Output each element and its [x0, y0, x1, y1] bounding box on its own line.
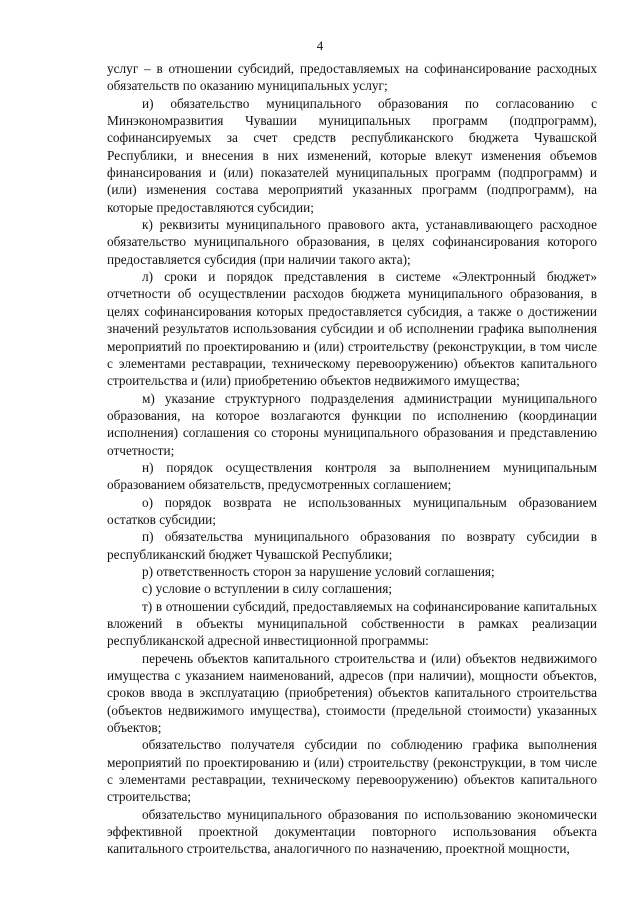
paragraph: л) сроки и порядок представления в системе «Электронный бюджет» отчетности об осуществлении расходов бюджета муниципального образования, в целях софинансирования которых предоставляется субсидия, а также о достижении значений результатов использования субсидии и об исполнении графика выполнения мероприятий по проектированию и (или) строительству (реконструкции, в том числе с элементами реставрации, техническому перевооружению) объектов капитального строительства и (или) приобретению объектов недвижимого имущества;	[107, 269, 597, 389]
paragraph: о) порядок возврата не использованных муниципальным образованием остатков субсидии;	[107, 494, 597, 527]
paragraph: к) реквизиты муниципального правового акта, устанавливающего расходное обязательство муниципального образования, в целях софинансирования которого предоставляется субсидия (при наличии такого акта);	[107, 217, 597, 267]
paragraph: услуг – в отношении субсидий, предоставляемых на софинансирование расходных обязательств по оказанию муниципальных услуг;	[107, 61, 597, 94]
paragraph: обязательство муниципального образования по использованию экономически эффективной проектной документации повторного использования объекта капитального строительства, аналогичного по назначению, проектной мощности,	[107, 806, 597, 857]
paragraph: н) порядок осуществления контроля за выполнением муниципальным образованием обязательств, предусмотренных соглашением;	[107, 459, 597, 493]
paragraph: обязательство получателя субсидии по соблюдению графика выполнения мероприятий по проектированию и (или) строительству (реконструкции, в том числе с элементами реставрации, техническому перевооружению) объектов капитального строительства;	[107, 737, 597, 805]
page-number: 4	[316, 38, 324, 53]
document-body	[107, 60, 597, 858]
paragraph: перечень объектов капитального строительства и (или) объектов недвижимого имущества с указанием наименований, адресов (при наличии), мощности объектов, сроков ввода в эксплуатацию (приобретения) объектов капитального строительства (объектов недвижимого имущества), стоимости (предельной стоимости) указанных объектов;	[107, 650, 597, 736]
paragraph: т) в отношении субсидий, предоставляемых на софинансирование капитальных вложений в объекты муниципальной собственности в рамках реализации республиканской адресной инвестиционной программы:	[107, 598, 597, 649]
paragraph: п) обязательства муниципального образования по возврату субсидии в республиканский бюджет Чувашской Республики;	[107, 529, 597, 562]
paragraph: и) обязательство муниципального образования по согласованию с Минэкономразвития Чувашии муниципальных программ (подпрограмм), софинансируемых за счет средств республиканского бюджета Чувашской Республики, и внесения в них изменений, которые влекут изменения объемов финансирования и (или) показателей муниципальных программ (подпрограмм) и (или) изменения состава мероприятий указанных программ (подпрограмм), на которые предоставляются субсидии;	[107, 95, 597, 215]
paragraph: м) указание структурного подразделения администрации муниципального образования, на которое возлагаются функции по исполнению (координации исполнения) соглашения со стороны муниципального образования и представлению отчетности;	[107, 390, 597, 458]
paragraph: р) ответственность сторон за нарушение условий соглашения;	[142, 563, 495, 579]
paragraph: с) условие о вступлении в силу соглашения;	[142, 581, 393, 597]
